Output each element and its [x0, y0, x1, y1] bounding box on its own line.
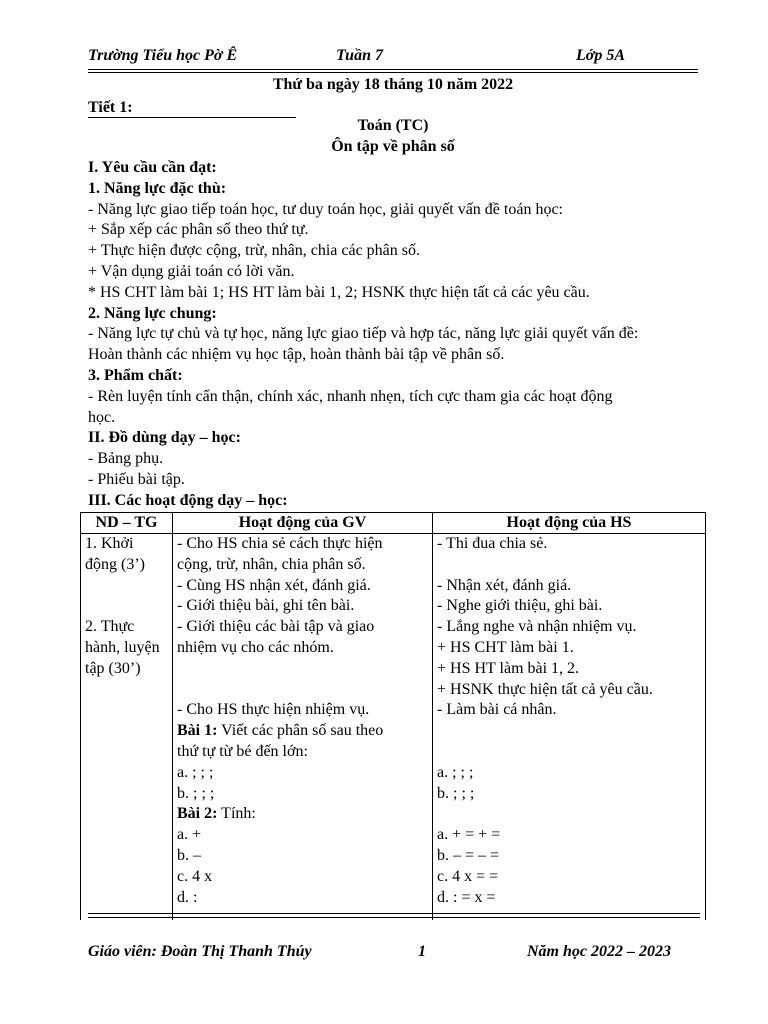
cell-line: 2. Thực [85, 618, 135, 636]
student-activity-cell [433, 534, 706, 921]
cell-line: + HS HT làm bài 1, 2. [437, 659, 580, 677]
exercise-2-label: Bài 2: [177, 805, 218, 823]
cell-line: 1. Khởi [85, 535, 134, 552]
page-number: 1 [418, 943, 426, 960]
subject-title: Toán (TC) [357, 117, 429, 134]
cell-line: nhiệm vụ cho các nhóm. [177, 638, 334, 656]
cell-line: - Cùng HS nhận xét, đánh giá. [177, 576, 371, 594]
cell-line: - Giới thiệu các bài tập và giao [177, 618, 375, 636]
body-line: + Vận dụng giải toán có lời văn. [88, 262, 295, 280]
body-line: Hoàn thành các nhiệm vụ học tập, hoàn thành bài tập về phân số. [88, 346, 505, 364]
table-row [81, 534, 706, 921]
teacher-activity-cell [173, 534, 433, 921]
body-line: - Phiếu bài tập. [88, 470, 185, 488]
content-time-cell [81, 534, 173, 921]
page-footer [88, 943, 700, 965]
column-header: ND – TG [81, 513, 173, 534]
cell-line [85, 596, 168, 617]
cell-line: b. – = – = [437, 846, 500, 864]
week-label: Tuần 7 [336, 47, 383, 64]
table-header-row [81, 513, 706, 534]
subsection-heading: 2. Năng lực chung: [88, 304, 217, 322]
exercise-2-text: Tính: [217, 805, 256, 823]
cell-line: a. ; ; ; [437, 763, 474, 781]
cell-line: - Lắng nghe và nhận nhiệm vụ. [437, 618, 637, 636]
cell-line: hành, luyện [85, 638, 160, 656]
cell-line: - Thi đua chia sẻ. [437, 535, 548, 552]
cell-line: tập (30’) [85, 659, 141, 677]
cell-line [437, 742, 701, 763]
cell-line: - Làm bài cá nhân. [437, 701, 557, 719]
header-rule [88, 69, 698, 70]
activities-table [80, 512, 706, 920]
teacher-name: Giáo viên: Đoàn Thị Thanh Thúy [88, 943, 312, 960]
cell-line: c. 4 x = = [437, 867, 499, 885]
lesson-date: Thứ ba ngày 18 tháng 10 năm 2022 [272, 76, 514, 93]
cell-line: - Nhận xét, đánh giá. [437, 576, 572, 594]
cell-line: b. ; ; ; [437, 784, 475, 802]
cell-line [437, 555, 701, 576]
cell-line: - Nghe giới thiệu, ghi bài. [437, 597, 603, 615]
cell-line: thứ tự từ bé đến lớn: [177, 742, 308, 760]
exercise-1-line [177, 721, 428, 742]
footer-rule-2 [88, 917, 700, 918]
cell-line-empty [177, 659, 428, 680]
cell-line [85, 576, 168, 597]
class-label: Lớp 5A [576, 47, 626, 64]
cell-line: a. + = + = [437, 826, 501, 844]
footer-rule [88, 913, 700, 914]
cell-line: - Cho HS chia sẻ cách thực hiện [177, 535, 383, 552]
subsection-heading: 1. Năng lực đặc thù: [88, 179, 227, 197]
cell-line: cộng, trừ, nhân, chia phân số. [177, 555, 366, 573]
body-line: - Rèn luyện tính cẩn thận, chính xác, nhanh nhẹn, tích cực tham gia các hoạt động [88, 387, 613, 405]
body-line: - Năng lực tự chủ và tự học, năng lực giao tiếp và hợp tác, năng lực giải quyết vấn đề: [88, 325, 639, 343]
lesson-body [88, 158, 700, 512]
lesson-title: Ôn tập về phân số [331, 138, 455, 155]
body-line: + Thực hiện được cộng, trừ, nhân, chia các phân số. [88, 242, 420, 260]
school-year: Năm học 2022 – 2023 [527, 943, 671, 960]
section-heading: II. Đồ dùng dạy – học: [88, 429, 241, 447]
header-rule-2 [88, 72, 698, 73]
exercise-1-label: Bài 1: [177, 722, 218, 740]
body-line: * HS CHT làm bài 1; HS HT làm bài 1, 2; HSNK thực hiện tất cả các yêu cầu. [88, 283, 590, 301]
cell-line: + HSNK thực hiện tất cả yêu cầu. [437, 680, 653, 698]
cell-line: - Giới thiệu bài, ghi tên bài. [177, 597, 355, 615]
cell-line: - Cho HS thực hiện nhiệm vụ. [177, 701, 370, 719]
body-line: học. [88, 408, 116, 426]
cell-line [437, 721, 701, 742]
section-heading: III. Các hoạt động dạy – học: [88, 491, 288, 509]
body-line: - Năng lực giao tiếp toán học, tư duy toán học, giải quyết vấn đề toán học: [88, 200, 563, 218]
column-header: Hoạt động của GV [173, 513, 433, 534]
cell-line [437, 804, 701, 825]
cell-line: d. : = x = [437, 888, 496, 906]
cell-line: d. : [177, 888, 198, 906]
period-label: Tiết 1: [88, 99, 296, 118]
column-header: Hoạt động của HS [433, 513, 706, 534]
cell-line: + HS CHT làm bài 1. [437, 638, 574, 656]
cell-line: b. – [177, 846, 201, 864]
body-line: - Bảng phụ. [88, 450, 164, 468]
body-line: + Sắp xếp các phân số theo thứ tự. [88, 221, 309, 239]
page-header [88, 47, 698, 69]
cell-line-empty [177, 680, 428, 701]
cell-line: động (3’) [85, 555, 145, 573]
school-name: Trường Tiểu học Pờ Ê [88, 47, 238, 64]
cell-line: a. ; ; ; [177, 763, 214, 781]
exercise-2-line [177, 804, 428, 825]
exercise-1-text: Viết các phân số sau theo [217, 722, 384, 740]
cell-line: c. 4 x [177, 867, 213, 885]
cell-line: b. ; ; ; [177, 784, 215, 802]
section-heading: I. Yêu cầu cần đạt: [88, 159, 217, 176]
subsection-heading: 3. Phẩm chất: [88, 366, 183, 384]
cell-line: a. + [177, 826, 202, 844]
